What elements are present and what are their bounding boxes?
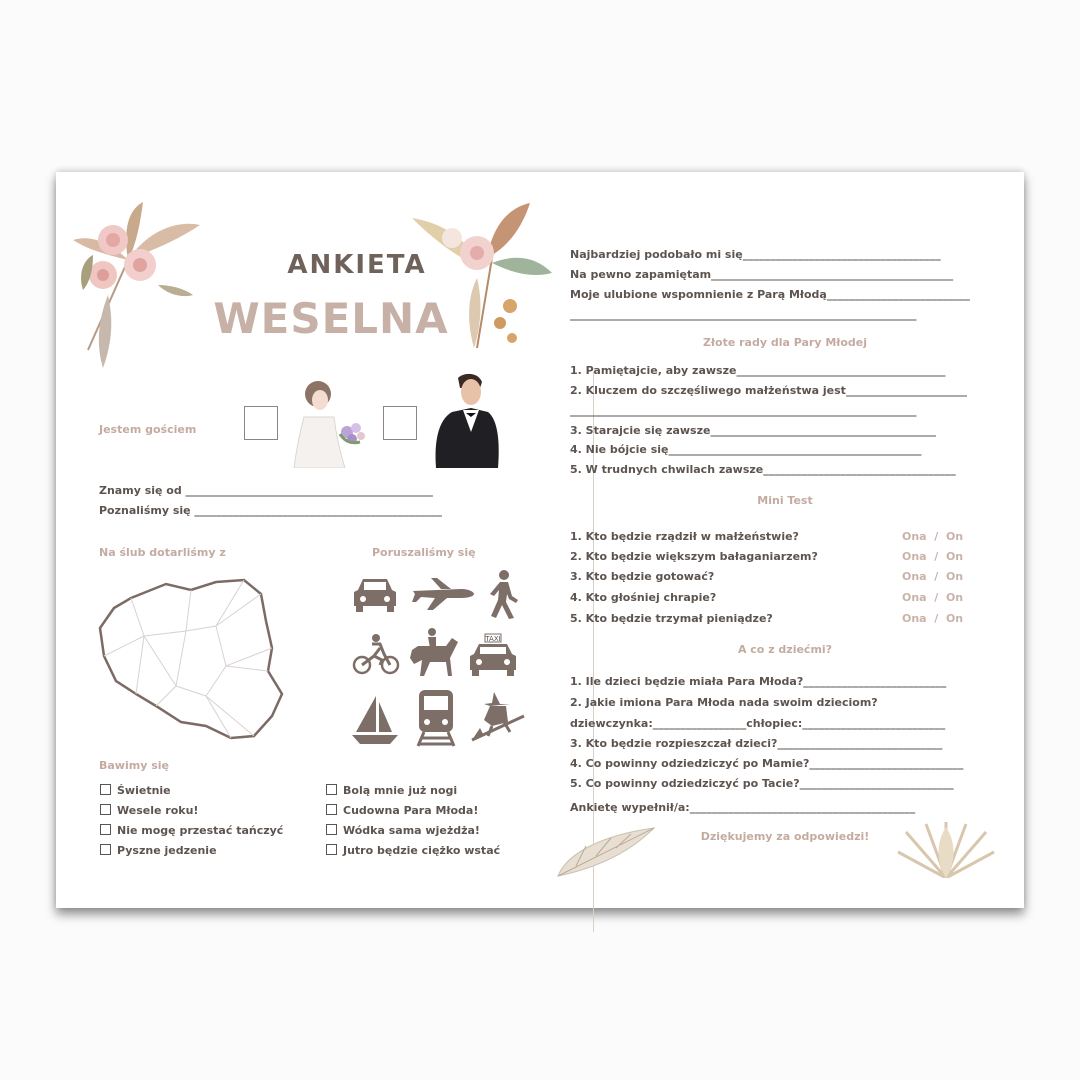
fun-option-8[interactable]	[326, 844, 500, 857]
fun-option-1-label: Świetnie	[117, 784, 171, 797]
fun-option-2-label: Wesele roku!	[117, 804, 199, 817]
walking-person-icon[interactable]	[486, 570, 520, 620]
fun-option-7[interactable]	[326, 824, 480, 837]
test-question-3: 3. Kto będzie gotować?	[570, 570, 715, 583]
survey-card	[56, 172, 1024, 908]
advice-line-4[interactable]: 4. Nie bójcie się______________________________________________	[570, 443, 922, 456]
thanks-text: Dziękujemy za odpowiedzi!	[700, 830, 870, 843]
test-question-2: 2. Kto będzie większym bałaganiarzem?	[570, 550, 818, 563]
checkbox[interactable]	[326, 804, 337, 815]
advice-line-2[interactable]: 2. Kluczem do szczęśliwego małżeństwa jest______________________	[570, 384, 967, 397]
fun-option-7-label: Wódka sama wjeżdża!	[343, 824, 480, 837]
bride-guest-checkbox[interactable]	[244, 406, 278, 440]
test-answer-5[interactable]: Ona / On	[902, 612, 964, 625]
kids-line-4[interactable]: 4. Co powinny odziedziczyć po Mamie?____________________________	[570, 757, 964, 770]
taxi-text: TAXI	[485, 635, 501, 643]
checkbox[interactable]	[100, 824, 111, 835]
test-answer-1[interactable]: Ona / On	[902, 530, 964, 543]
advice-line-5[interactable]: 5. W trudnych chwilach zawsze___________________________________	[570, 463, 956, 476]
fun-option-6-label: Cudowna Para Młoda!	[343, 804, 479, 817]
intro-line-1[interactable]: Najbardziej podobało mi się____________________________________	[570, 248, 941, 261]
checkbox[interactable]	[326, 824, 337, 835]
fun-option-4-label: Pyszne jedzenie	[117, 844, 217, 857]
fun-option-1[interactable]	[100, 784, 171, 797]
airplane-icon[interactable]	[411, 576, 475, 612]
mini-test-title: Mini Test	[757, 494, 813, 507]
fun-option-3-label: Nie mogę przestać tańczyć	[117, 824, 284, 837]
fun-option-4[interactable]	[100, 844, 217, 857]
checkbox[interactable]	[100, 784, 111, 795]
checkbox[interactable]	[100, 844, 111, 855]
checkbox[interactable]	[100, 804, 111, 815]
train-icon[interactable]	[416, 688, 456, 748]
filled-by-line[interactable]: Ankietę wypełnił/a:_________________________________________	[570, 801, 916, 814]
intro-line-2[interactable]: Na pewno zapamiętam____________________________________________	[570, 268, 954, 281]
known-since-line[interactable]: Znamy się od _____________________________________________	[99, 484, 434, 497]
kids-line-2: 2. Jakie imiona Para Młoda nada swoim dzieciom?	[570, 696, 878, 709]
groom-guest-checkbox[interactable]	[383, 406, 417, 440]
advice-line-3[interactable]: 3. Starajcie się zawsze_________________________________________	[570, 424, 936, 437]
fun-option-2[interactable]	[100, 804, 198, 817]
test-answer-3[interactable]: Ona / On	[902, 570, 964, 583]
poland-map-icon[interactable]	[96, 576, 288, 742]
transport-label: Poruszaliśmy się	[372, 546, 476, 559]
fun-option-5-label: Bolą mnie już nogi	[343, 784, 458, 797]
advice-line-2b[interactable]: _______________________________________________________________	[570, 404, 917, 417]
test-question-5: 5. Kto będzie trzymał pieniądze?	[570, 612, 773, 625]
test-question-4: 4. Kto głośniej chrapie?	[570, 591, 717, 604]
title-ankieta: ANKIETA	[287, 250, 427, 280]
fun-label: Bawimy się	[99, 759, 169, 772]
checkbox[interactable]	[326, 844, 337, 855]
witch-on-broom-icon[interactable]	[470, 690, 526, 744]
sailboat-icon[interactable]	[350, 694, 400, 746]
met-line[interactable]: Poznaliśmy się _____________________________________________	[99, 504, 442, 517]
fun-option-5[interactable]	[326, 784, 457, 797]
fun-option-6[interactable]	[326, 804, 478, 817]
intro-line-3[interactable]: Moje ulubione wspomnienie z Parą Młodą__________________________	[570, 288, 970, 301]
kids-title: A co z dziećmi?	[737, 643, 833, 656]
guest-label: Jestem gościem	[99, 423, 197, 436]
kids-names-line[interactable]: dziewczynka:_________________chłopiec:__________________________	[570, 717, 946, 730]
horse-rider-icon[interactable]	[406, 628, 460, 678]
palm-leaf-left-icon	[556, 826, 656, 878]
bride-icon	[290, 372, 370, 468]
kids-line-1[interactable]: 1. Ile dzieci będzie miała Para Młoda?__________________________	[570, 675, 947, 688]
test-answer-2[interactable]: Ona / On	[902, 550, 964, 563]
kids-line-3[interactable]: 3. Kto będzie rozpieszczał dzieci?______________________________	[570, 737, 943, 750]
intro-line-4[interactable]: _______________________________________________________________	[570, 308, 917, 321]
kids-line-5[interactable]: 5. Co powinny odziedziczyć po Tacie?____________________________	[570, 777, 954, 790]
test-answer-4[interactable]: Ona / On	[902, 591, 964, 604]
title-weselna: WESELNA	[213, 294, 449, 343]
fun-option-3[interactable]	[100, 824, 283, 837]
car-icon[interactable]	[352, 574, 398, 614]
taxi-icon[interactable]	[468, 632, 518, 678]
palm-leaf-right-icon	[896, 822, 996, 878]
checkbox[interactable]	[326, 784, 337, 795]
flower-decoration-left-icon	[68, 200, 203, 370]
map-label: Na ślub dotarliśmy z	[99, 546, 226, 559]
advice-line-1[interactable]: 1. Pamiętajcie, aby zawsze______________________________________	[570, 364, 946, 377]
test-question-1: 1. Kto będzie rządził w małżeństwie?	[570, 530, 799, 543]
fun-option-8-label: Jutro będzie ciężko wstać	[343, 844, 501, 857]
advice-title: Złote rady dla Pary Młodej	[702, 336, 868, 349]
groom-icon	[430, 372, 502, 468]
cyclist-icon[interactable]	[352, 634, 400, 676]
